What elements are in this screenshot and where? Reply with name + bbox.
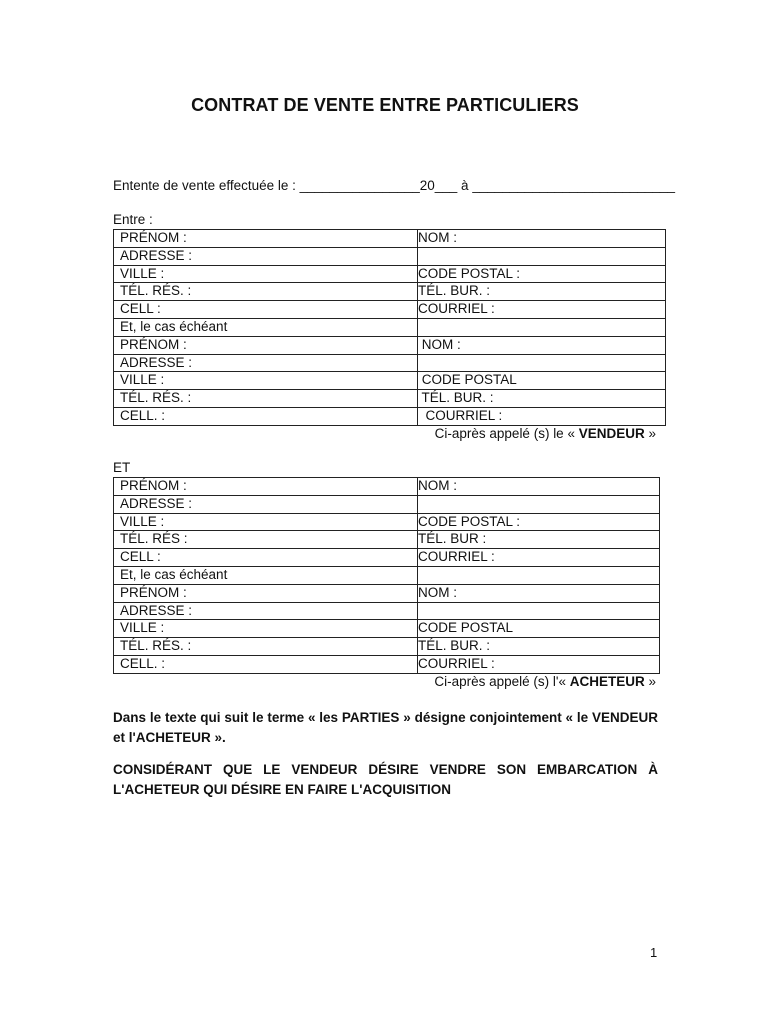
buyer-designation-prefix: Ci-après appelé (s) l'«: [434, 674, 570, 689]
seller-home-phone-label: TÉL. RÉS. :: [114, 283, 418, 301]
seller2-row-cell-email: [114, 407, 666, 425]
page-number: 1: [650, 945, 658, 960]
buyer-row-city-postal: [114, 513, 660, 531]
seller2-city-label: VILLE :: [114, 372, 418, 390]
seller-designation-suffix: »: [644, 426, 656, 441]
buyer-city-label: VILLE :: [114, 513, 418, 531]
buyer-if-applicable-right: [418, 566, 660, 584]
seller-cell-label: CELL :: [114, 301, 418, 319]
buyer2-city-label: VILLE :: [114, 620, 418, 638]
seller2-lastname-label: NOM :: [418, 336, 666, 354]
considerant-paragraph: CONSIDÉRANT QUE LE VENDEUR DÉSIRE VENDRE SON EMBARCATION À L'ACHETEUR QUI DÉSIRE EN FAIRE L'ACQUISITION: [113, 762, 658, 797]
buyer-row-prenom-nom: [114, 478, 660, 496]
seller2-row-address: [114, 354, 666, 372]
buyer2-lastname-label: NOM :: [418, 584, 660, 602]
buyer2-row-address: [114, 602, 660, 620]
buyer-row-if-applicable: [114, 566, 660, 584]
sale-date-line: Entente de vente effectuée le : ________________20___ à ___________________________: [113, 178, 676, 193]
buyer-designation-suffix: »: [644, 674, 656, 689]
seller-address-right: [418, 247, 666, 265]
seller-designation: [435, 426, 656, 441]
seller-info-table: [113, 229, 666, 426]
seller-if-applicable-right: [418, 318, 666, 336]
seller2-address-right: [418, 354, 666, 372]
buyer2-row-cell-email: [114, 655, 660, 673]
buyer-address-right: [418, 495, 660, 513]
buyer2-row-prenom-nom: [114, 584, 660, 602]
seller-office-phone-label: TÉL. BUR. :: [418, 283, 666, 301]
buyer-if-applicable-label: Et, le cas échéant: [114, 566, 418, 584]
buyer-postal-label: CODE POSTAL :: [418, 513, 660, 531]
seller-if-applicable-label: Et, le cas échéant: [114, 318, 418, 336]
buyer-row-address: [114, 495, 660, 513]
parties-definition-paragraph: Dans le texte qui suit le terme « les PARTIES » désigne conjointement « le VENDEUR et l'ACHETEUR ».: [113, 710, 658, 745]
buyer2-email-label: COURRIEL :: [418, 655, 660, 673]
seller-address-label: ADRESSE :: [114, 247, 418, 265]
buyer2-postal-label: CODE POSTAL: [418, 620, 660, 638]
document-title: CONTRAT DE VENTE ENTRE PARTICULIERS: [191, 95, 579, 115]
seller2-row-city-postal: [114, 372, 666, 390]
seller-email-label: COURRIEL :: [418, 301, 666, 319]
buyer-designation-role: ACHETEUR: [569, 674, 645, 689]
seller2-home-phone-label: TÉL. RÉS. :: [114, 390, 418, 408]
buyer-office-phone-label: TÉL. BUR :: [418, 531, 660, 549]
seller-firstname-label: PRÉNOM :: [114, 230, 418, 248]
buyer-address-label: ADRESSE :: [114, 495, 418, 513]
buyer-home-phone-label: TÉL. RÉS :: [114, 531, 418, 549]
buyer2-row-phones: [114, 638, 660, 656]
seller2-office-phone-label: TÉL. BUR. :: [418, 390, 666, 408]
buyer2-address-label: ADRESSE :: [114, 602, 418, 620]
buyer-lastname-label: NOM :: [418, 478, 660, 496]
buyer-cell-label: CELL :: [114, 549, 418, 567]
seller2-address-label: ADRESSE :: [114, 354, 418, 372]
buyer2-home-phone-label: TÉL. RÉS. :: [114, 638, 418, 656]
buyer-email-label: COURRIEL :: [418, 549, 660, 567]
buyer2-firstname-label: PRÉNOM :: [114, 584, 418, 602]
buyer-designation: [434, 674, 656, 689]
buyer2-cell-label: CELL. :: [114, 655, 418, 673]
seller-designation-prefix: Ci-après appelé (s) le «: [434, 426, 579, 441]
seller2-email-label: COURRIEL :: [418, 407, 666, 425]
seller-lastname-label: NOM :: [418, 230, 666, 248]
seller2-row-phones: [114, 390, 666, 408]
buyer2-address-right: [418, 602, 660, 620]
seller-row-city-postal: [114, 265, 666, 283]
buyer2-row-city-postal: [114, 620, 660, 638]
buyer-intro: ET: [113, 460, 131, 475]
seller2-firstname-label: PRÉNOM :: [114, 336, 418, 354]
seller-row-phones: [114, 283, 666, 301]
buyer2-office-phone-label: TÉL. BUR. :: [418, 638, 660, 656]
seller2-postal-label: CODE POSTAL: [418, 372, 666, 390]
seller2-cell-label: CELL. :: [114, 407, 418, 425]
buyer-row-phones: [114, 531, 660, 549]
buyer-firstname-label: PRÉNOM :: [114, 478, 418, 496]
seller-designation-role: VENDEUR: [578, 426, 645, 441]
buyer-info-table: [113, 477, 660, 674]
seller-row-address: [114, 247, 666, 265]
seller-city-label: VILLE :: [114, 265, 418, 283]
seller2-row-prenom-nom: [114, 336, 666, 354]
buyer-row-cell-email: [114, 549, 660, 567]
seller-row-cell-email: [114, 301, 666, 319]
seller-postal-label: CODE POSTAL :: [418, 265, 666, 283]
seller-row-prenom-nom: [114, 230, 666, 248]
seller-intro: Entre :: [113, 212, 153, 227]
seller-row-if-applicable: [114, 318, 666, 336]
